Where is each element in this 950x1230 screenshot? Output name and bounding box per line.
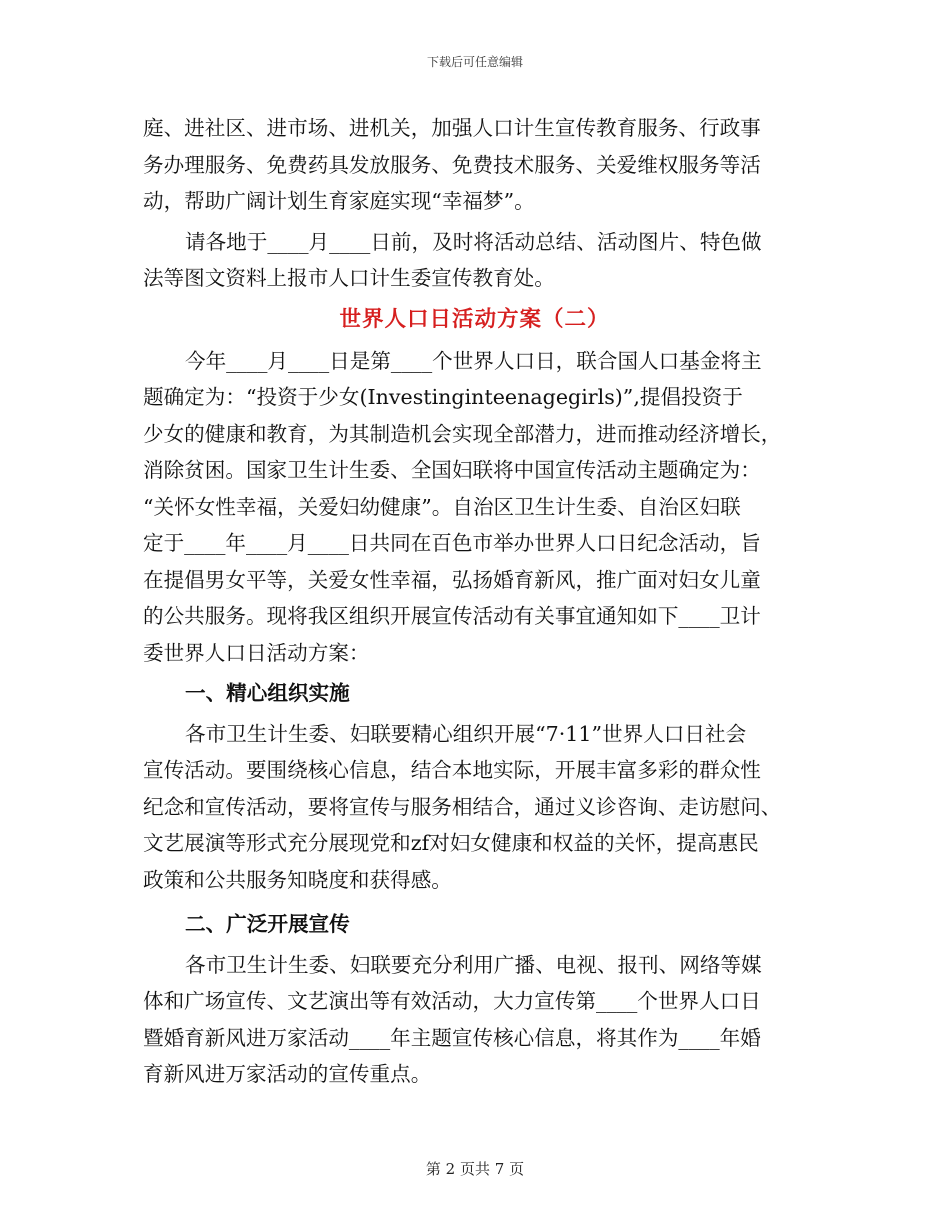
paragraph-line: 少女的健康和教育，为其制造机会实现全部潜力，进而推动经济增长，: [143, 421, 782, 446]
document-body: [143, 110, 806, 1093]
paragraph-line: 文艺展演等形式充分展现党和zf对妇女健康和权益的关怀，提高惠民: [143, 831, 759, 855]
paragraph-line: 在提倡男女平等，关爱女性幸福，弘扬婚育新风，推广面对妇女儿童: [143, 567, 761, 592]
paragraph-line: 庭、进社区、进市场、进机关，加强人口计生宣传教育服务、行政事: [143, 116, 761, 140]
paragraph-line: 各市卫生计生委、妇联要精心组织开展“7·11”世界人口日社会: [185, 721, 747, 746]
paragraph-line: 请各地于____月____日前，及时将活动总结、活动图片、特色做: [185, 229, 762, 254]
paragraph-line: 体和广场宣传、文艺演出等有效活动，大力宣传第____个世界人口日: [143, 989, 761, 1013]
paragraph-line: “关怀女性幸福，关爱妇幼健康”。自治区卫生计生委、自治区妇联: [143, 494, 741, 519]
paragraph-line: 定于____年____月____日共同在百色市举办世界人口日纪念活动，旨: [143, 531, 761, 555]
paragraph-line: 今年____月____日是第____个世界人口日，联合国人口基金将主: [185, 348, 762, 373]
paragraph-line: 消除贫困。国家卫生计生委、全国妇联将中国宣传活动主题确定为：: [143, 458, 761, 482]
paragraph-line: 宣传活动。要围绕核心信息，结合本地实际，开展丰富多彩的群众性: [143, 758, 761, 782]
paragraph-line: 暨婚育新风进万家活动____年主题宣传核心信息，将其作为____年婚: [143, 1025, 761, 1050]
paragraph-line: 委世界人口日活动方案：: [143, 640, 370, 665]
paragraph-line: 的公共服务。现将我区组织开展宣传活动有关事宜通知如下____卫计: [143, 604, 761, 628]
paragraph-line: 法等图文资料上报市人口计生委宣传教育处。: [143, 266, 555, 290]
paragraph-line: 题确定为：“投资于少女(Investinginteenagegirls)”,提倡投资于: [143, 385, 743, 409]
section-heading: 二、广泛开展宣传: [185, 912, 350, 936]
paragraph-line: 纪念和宣传活动，要将宣传与服务相结合，通过义诊咨询、走访慰问、: [143, 794, 782, 819]
paragraph-line: 务办理服务、免费药具发放服务、免费技术服务、关爱维权服务等活: [143, 152, 761, 177]
paragraph-line: 动，帮助广阔计划生育家庭实现“幸福梦”。: [143, 189, 535, 213]
page-footer: 第 2 页共 7 页: [425, 1160, 525, 1178]
paragraph-line: 各市卫生计生委、妇联要充分利用广播、电视、报刊、网络等媒: [185, 952, 762, 977]
document-title: 世界人口日活动方案（二）: [339, 306, 610, 332]
paragraph-line: 育新风进万家活动的宣传重点。: [143, 1062, 432, 1086]
paragraph-line: 政策和公共服务知晓度和获得感。: [143, 867, 452, 892]
section-heading: 一、精心组织实施: [185, 681, 350, 705]
page-header: 下载后可任意编辑: [426, 55, 523, 69]
